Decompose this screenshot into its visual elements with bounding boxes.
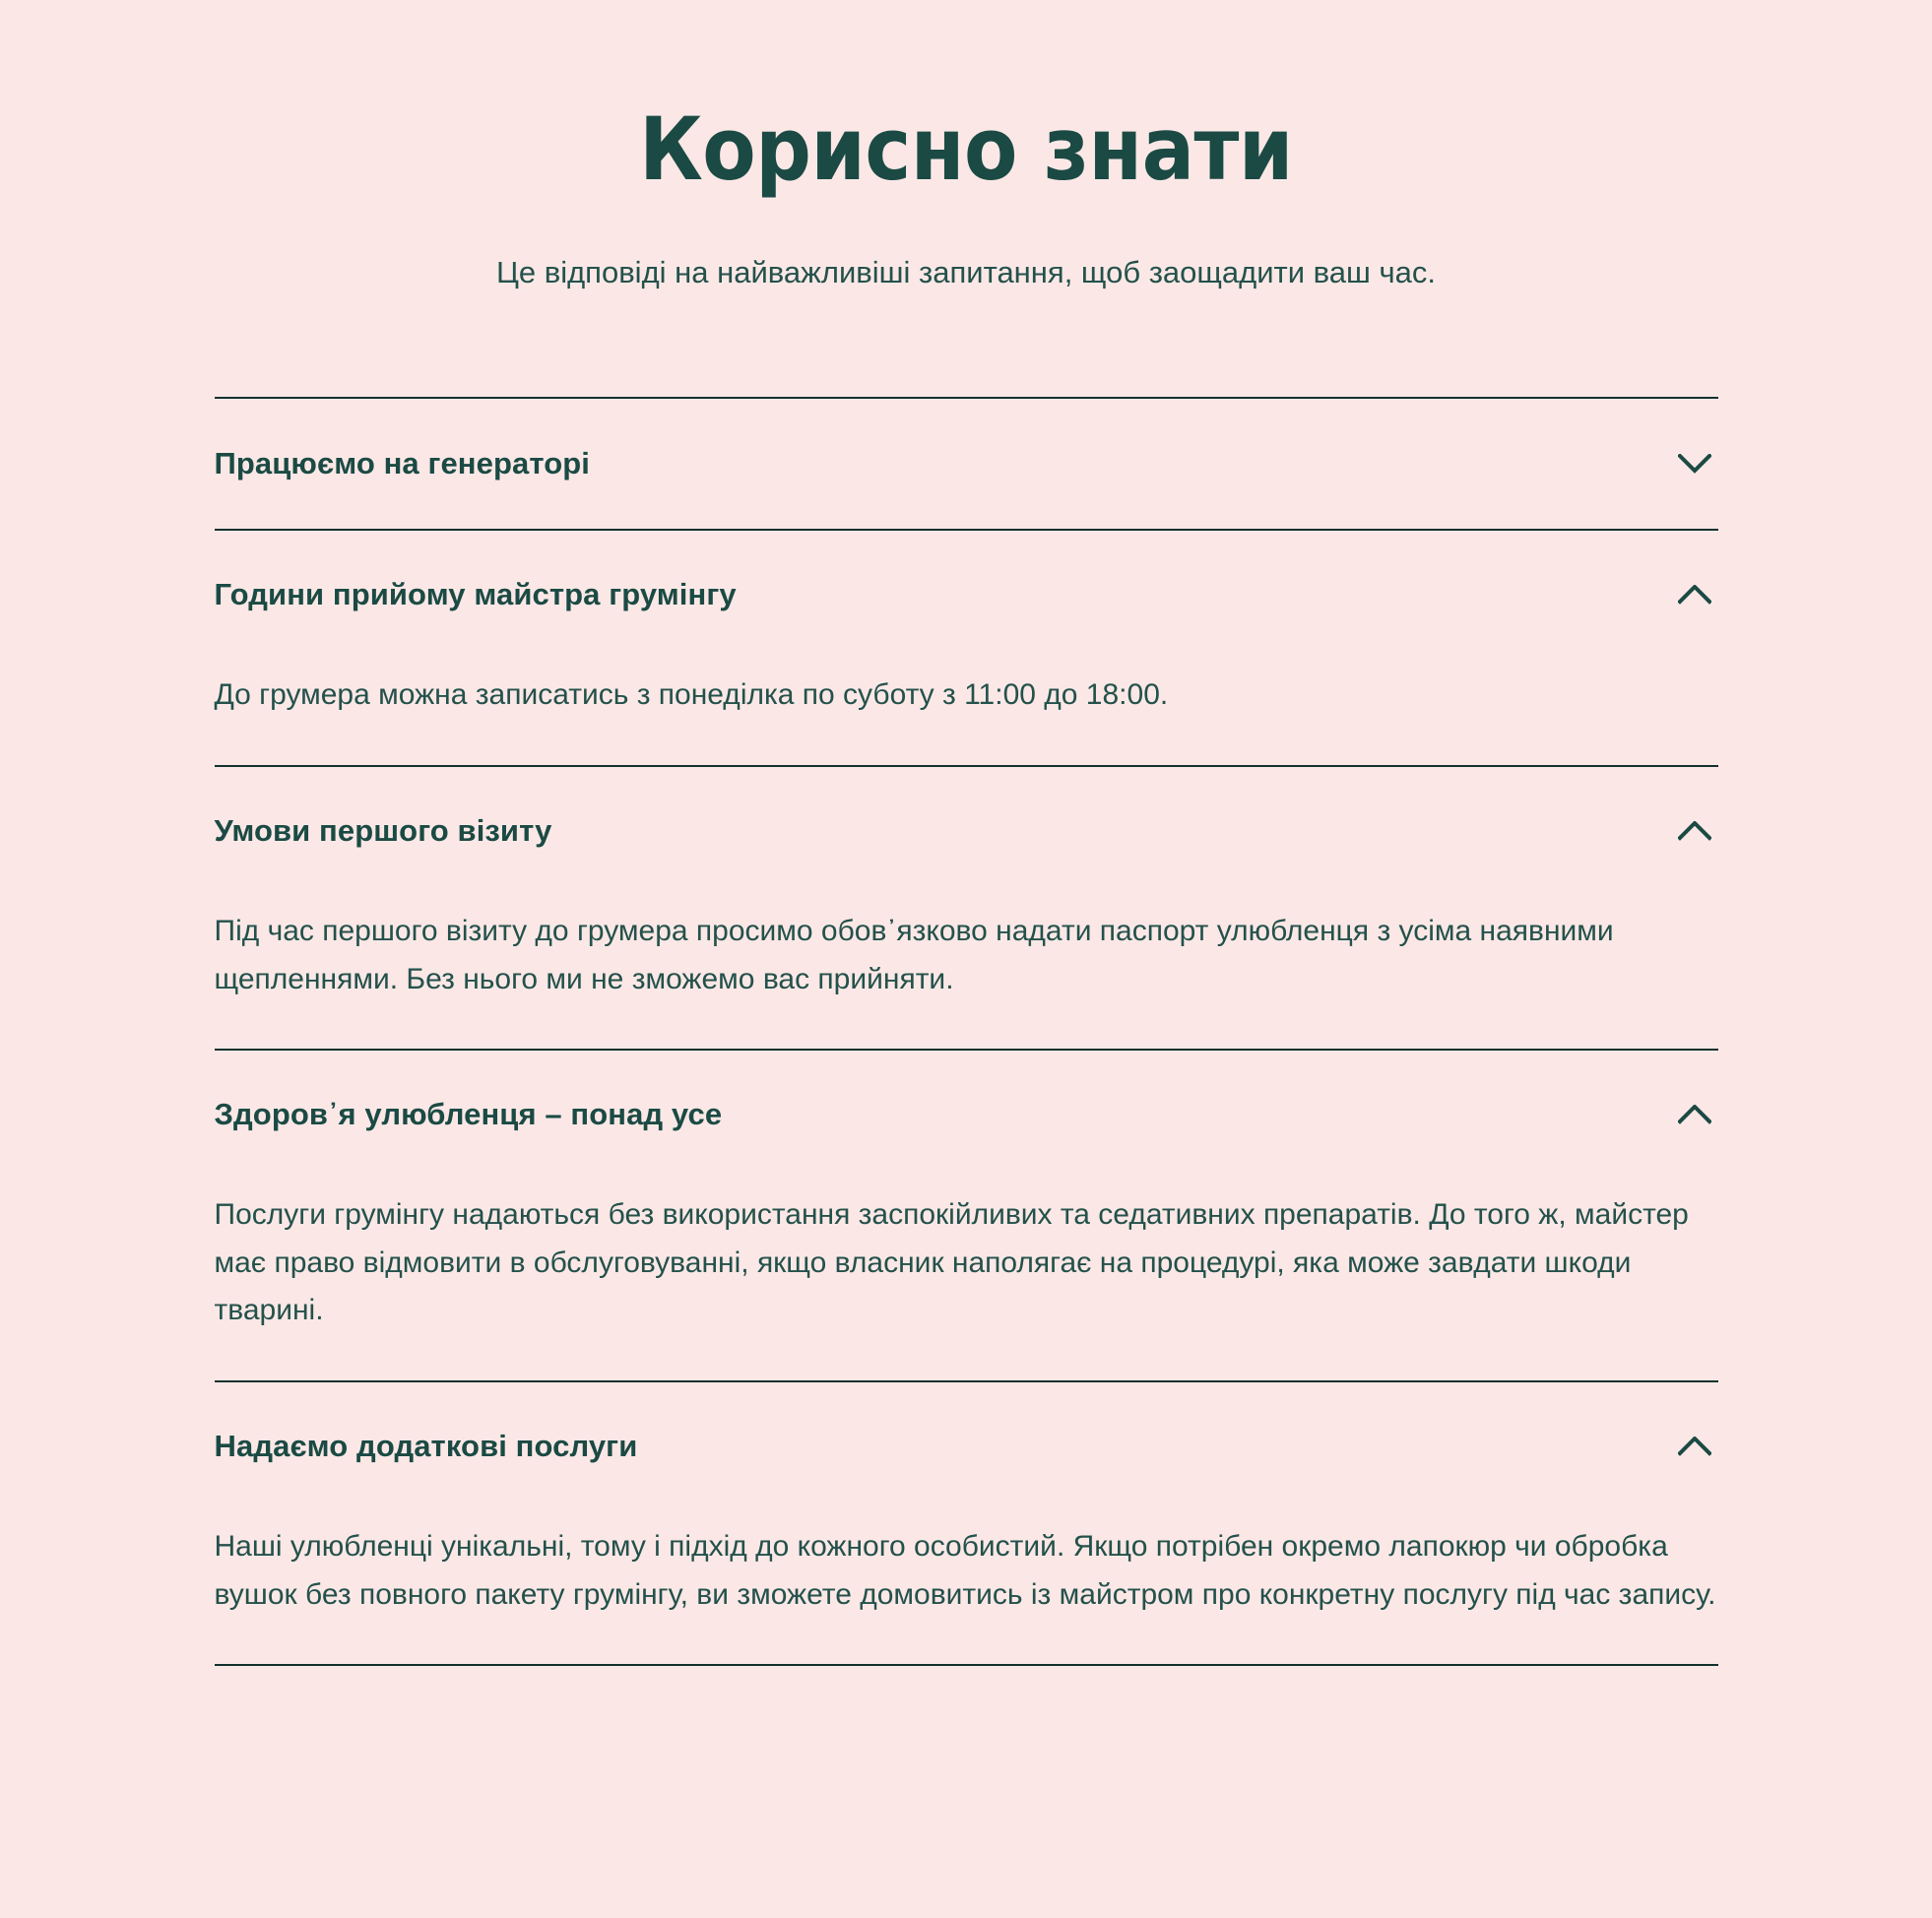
accordion-title-2: Години прийому майстра грумінгу [214, 577, 737, 612]
accordion-header-3[interactable] [215, 767, 1718, 894]
accordion-header-2[interactable] [215, 531, 1718, 658]
chevron-up-icon[interactable] [1675, 575, 1714, 614]
page-header [0, 0, 1932, 293]
accordion-body-5 [215, 1509, 1718, 1664]
chevron-up-icon[interactable] [1675, 1095, 1714, 1134]
accordion-item-4 [215, 1051, 1718, 1380]
accordion-body-text-4: Послуги грумінгу надаються без використання заспокійливих та седативних препаратів. До того ж, майстер має право відмовити в обслуговуванні, якщо власник наполягає на процедурі, яка може завдати шкоди тварині. [214, 1198, 1689, 1327]
accordion-body-3 [215, 894, 1718, 1049]
accordion-body-2 [215, 658, 1718, 765]
accordion-body-text-5: Наші улюбленці унікальні, тому і підхід до кожного особистий. Якщо потрібен окремо лапокюр чи обробка вушок без повного пакету грумінгу, ви зможете домовитись із майстром про конкретну послугу під час запису. [214, 1529, 1716, 1611]
accordion-title-4: Здоров᾽я улюбленця – понад усе [214, 1096, 723, 1131]
page-title: Корисно знати [639, 98, 1293, 200]
faq-accordion [215, 293, 1718, 1666]
divider-bottom [215, 1664, 1718, 1666]
accordion-body-text-2: До грумера можна записатись з понеділка по суботу з 11:00 до 18:00. [214, 678, 1169, 712]
chevron-up-icon[interactable] [1675, 1427, 1714, 1466]
accordion-item-5 [215, 1382, 1718, 1664]
chevron-up-icon[interactable] [1675, 811, 1714, 851]
accordion-title-3: Умови першого візиту [214, 812, 552, 848]
accordion-header-4[interactable] [215, 1051, 1718, 1178]
accordion-body-text-3: Під час першого візиту до грумера просимо обов᾽язково надати паспорт улюбленця з усіма наявними щепленнями. Без нього ми не зможемо вас прийняти. [214, 915, 1614, 995]
accordion-item-3 [215, 767, 1718, 1049]
accordion-body-4 [215, 1178, 1718, 1380]
page-subtitle: Це відповіді на найважливіші запитання, щоб заощадити ваш час. [495, 255, 1437, 290]
accordion-header-5[interactable] [215, 1382, 1718, 1509]
accordion-item-1 [215, 399, 1718, 529]
accordion-item-2 [215, 531, 1718, 765]
accordion-title-5: Надаємо додаткові послуги [214, 1428, 638, 1463]
chevron-down-icon[interactable] [1675, 444, 1714, 483]
accordion-title-1: Працюємо на генераторі [214, 446, 591, 481]
accordion-header-1[interactable] [215, 399, 1718, 529]
